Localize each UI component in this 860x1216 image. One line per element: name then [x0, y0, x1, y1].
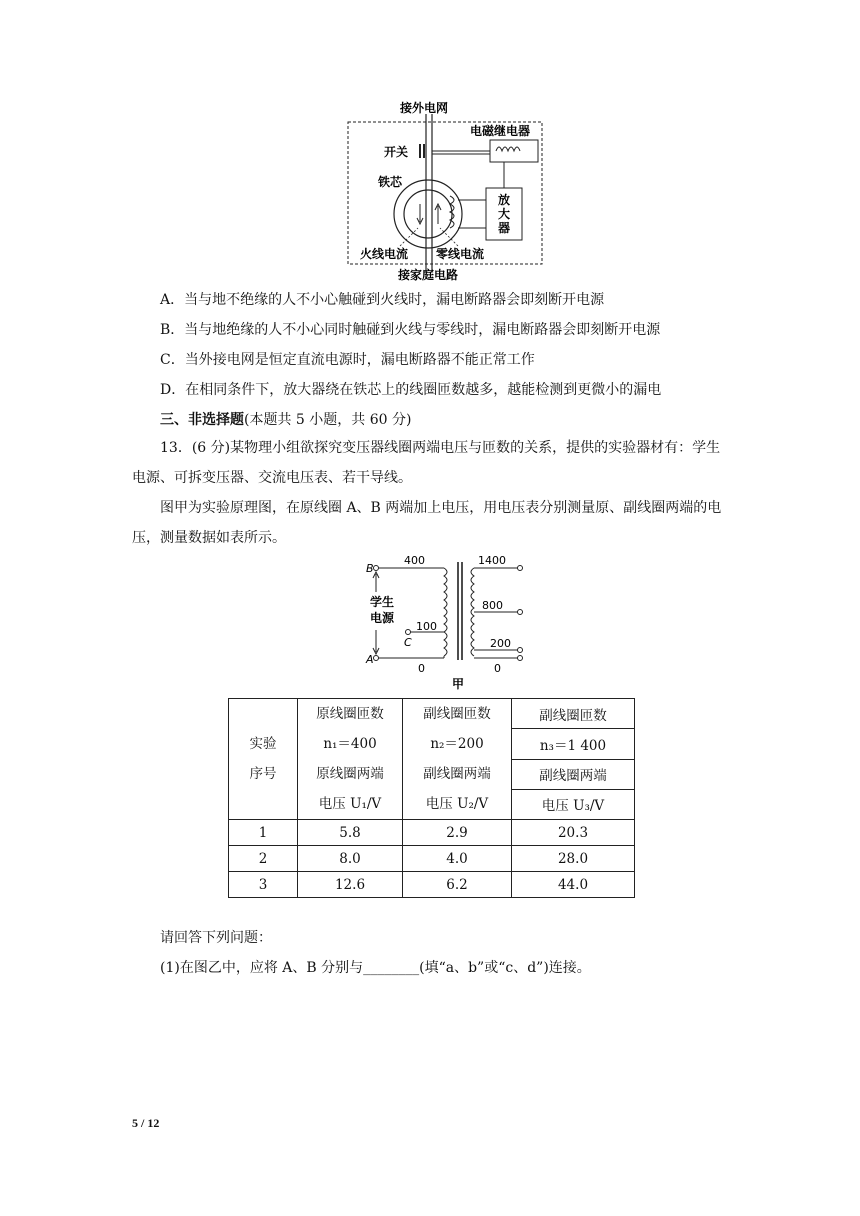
turns-400: 400	[404, 554, 425, 567]
label-neutral-current: 零线电流	[436, 247, 485, 261]
label-amp-2: 大	[498, 207, 511, 221]
table-row	[229, 846, 635, 872]
cell-index: 1	[229, 820, 298, 846]
cell-u2: 6.2	[403, 872, 512, 898]
turns-0-left: 0	[418, 662, 425, 675]
cell-index: 2	[229, 846, 298, 872]
question-13-setup: 图甲为实验原理图，在原线圈 A、B 两端加上电压，用电压表分别测量原、副线圈两端的电压，测量数据如表所示。	[132, 500, 722, 546]
section-note: (本题共 5 小题，共 60 分)	[244, 412, 412, 428]
cell-u1: 8.0	[298, 846, 403, 872]
label-relay: 电磁继电器	[470, 124, 531, 138]
option-b: B．当与地绝缘的人不小心同时触碰到火线与零线时，漏电断路器会即刻断开电源	[160, 322, 661, 338]
source-label-2: 电源	[370, 611, 395, 625]
table-row	[229, 820, 635, 846]
option-d: D．在相同条件下，放大器绕在铁芯上的线圈匝数越多，越能检测到更微小的漏电	[160, 382, 662, 398]
header-secondary-3-label: 副线圈两端	[512, 759, 635, 789]
option-c: C．当外接电网是恒定直流电源时，漏电断路器不能正常工作	[160, 352, 535, 368]
leakage-breaker-diagram	[340, 96, 550, 286]
question-13-part-1: (1)在图乙中，应将 A、B 分别与________(填“a、b”或“c、d”)连接。	[160, 960, 591, 976]
cell-u3: 44.0	[512, 872, 635, 898]
cell-u2: 2.9	[403, 820, 512, 846]
turns-200: 200	[490, 637, 511, 650]
header-primary: 原线圈匝数 n₁＝400 原线圈两端 电压 U₁/V	[298, 699, 403, 820]
source-label-1: 学生	[370, 595, 395, 609]
section-heading	[160, 410, 411, 430]
turns-100: 100	[416, 620, 437, 633]
terminal-b: B	[366, 562, 374, 575]
cell-u2: 4.0	[403, 846, 512, 872]
transformer-diagram	[360, 552, 540, 692]
cell-u3: 20.3	[512, 820, 635, 846]
label-amp-3: 器	[498, 221, 511, 235]
label-live-current: 火线电流	[360, 247, 409, 261]
label-switch: 开关	[384, 145, 409, 159]
terminal-a: A	[366, 653, 374, 666]
label-home-circuit: 接家庭电路	[398, 268, 459, 282]
page-number: 5 / 12	[132, 1116, 160, 1130]
header-secondary-3-turns: n₃＝1 400	[512, 729, 635, 759]
header-experiment-no: 实验 序号	[229, 699, 298, 820]
turns-800: 800	[482, 599, 503, 612]
cell-u1: 5.8	[298, 820, 403, 846]
cell-u1: 12.6	[298, 872, 403, 898]
label-grid-in: 接外电网	[400, 101, 449, 115]
label-amp-1: 放	[498, 193, 511, 207]
label-core: 铁芯	[378, 175, 403, 189]
answer-prompt: 请回答下列问题：	[160, 930, 272, 946]
terminal-c: C	[404, 636, 412, 649]
question-13-intro: 13．(6 分)某物理小组欲探究变压器线圈两端电压与匝数的关系，提供的实验器材有：学生电源、可拆变压器、交流电压表、若干导线。	[132, 440, 721, 486]
turns-0-right: 0	[494, 662, 501, 675]
figure-caption: 甲	[452, 677, 465, 691]
table-row	[229, 872, 635, 898]
option-a: A．当与地不绝缘的人不小心触碰到火线时，漏电断路器会即刻断开电源	[160, 292, 605, 308]
data-table	[228, 698, 635, 898]
header-secondary-2: 副线圈匝数 n₂＝200 副线圈两端 电压 U₂/V	[403, 699, 512, 820]
header-secondary-3-title: 副线圈匝数	[512, 699, 635, 729]
header-secondary-3-unit: 电压 U₃/V	[512, 789, 635, 819]
section-title: 三、非选择题	[160, 412, 244, 428]
cell-u3: 28.0	[512, 846, 635, 872]
cell-index: 3	[229, 872, 298, 898]
turns-1400: 1400	[478, 554, 506, 567]
